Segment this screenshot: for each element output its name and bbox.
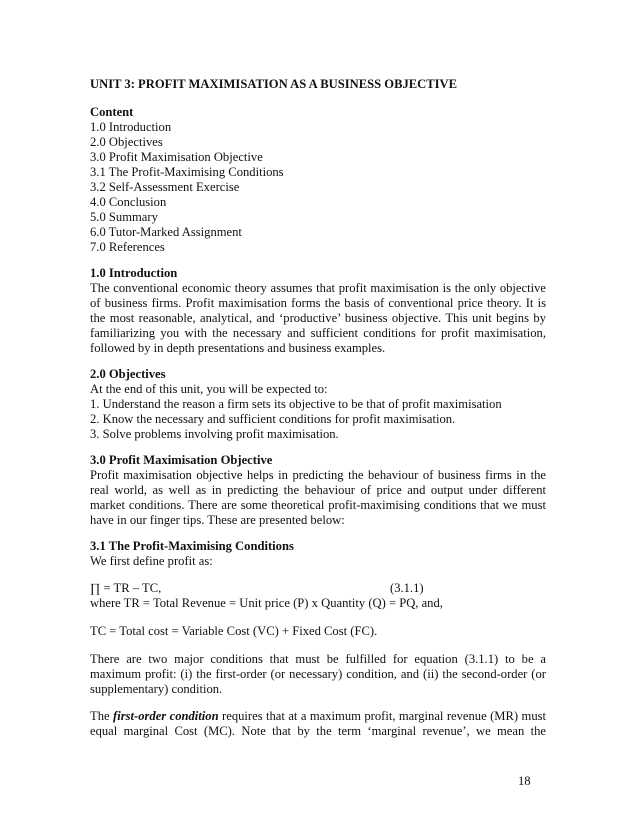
section3-line: Profit maximisation objective helps in predicting the behaviour of business firms in the: [90, 468, 546, 482]
introduction-line: the most reasonable, analytical, and ‘productive’ business objective. This unit begins by: [90, 311, 546, 325]
profit-equation: ∏ = TR – TC,: [90, 581, 162, 595]
marginal-cost-line: equal marginal Cost (MC). Note that by the term ‘marginal revenue’, we mean the: [90, 724, 546, 738]
section31-intro: We first define profit as:: [90, 554, 213, 568]
introduction-line: followed by in depth presentations and business examples.: [90, 341, 386, 355]
objective-item: 1. Understand the reason a firm sets its objective to be that of profit maximisation: [90, 397, 502, 411]
conditions-line: There are two major conditions that must be fulfilled for equation (3.1.1) to be a: [90, 652, 546, 666]
content-item: 4.0 Conclusion: [90, 195, 167, 209]
first-order-term: first-order condition: [113, 709, 219, 723]
introduction-line: of business firms. Profit maximisation forms the basis of conventional price theory. It is: [90, 296, 546, 310]
section3-line: real world, as well as in predicting the behaviour of price and output under different: [90, 483, 546, 497]
content-item: 3.1 The Profit-Maximising Conditions: [90, 165, 284, 179]
content-item: 3.0 Profit Maximisation Objective: [90, 150, 263, 164]
section3-heading: 3.0 Profit Maximisation Objective: [90, 453, 273, 467]
section3-line: market conditions. There are some theoretical profit-maximising conditions that we must: [90, 498, 546, 512]
content-item: 6.0 Tutor-Marked Assignment: [90, 225, 242, 239]
content-heading: Content: [90, 105, 134, 119]
content-item: 5.0 Summary: [90, 210, 158, 224]
profit-equation-row: [90, 581, 546, 596]
objective-item: 3. Solve problems involving profit maximisation.: [90, 427, 339, 441]
page-number: 18: [518, 774, 531, 788]
first-order-prefix: The: [90, 709, 114, 723]
conditions-line: maximum profit: (i) the first-order (or necessary) condition, and (ii) the second-order (or: [90, 667, 546, 681]
equation-number: (3.1.1): [390, 581, 424, 595]
first-order-line: [90, 709, 546, 724]
conditions-line: supplementary) condition.: [90, 682, 223, 696]
content-item: 3.2 Self-Assessment Exercise: [90, 180, 240, 194]
where-line: where TR = Total Revenue = Unit price (P) x Quantity (Q) = PQ, and,: [90, 596, 443, 610]
introduction-line: familiarizing you with the necessary and sufficient conditions for profit maximisation,: [90, 326, 546, 340]
objective-item: 2. Know the necessary and sufficient conditions for profit maximisation.: [90, 412, 456, 426]
first-order-rest: requires that at a maximum profit, marginal revenue (MR) must: [218, 709, 547, 723]
introduction-line: The conventional economic theory assumes that profit maximisation is the only objective: [90, 281, 546, 295]
introduction-heading: 1.0 Introduction: [90, 266, 178, 280]
total-cost-line: TC = Total cost = Variable Cost (VC) + Fixed Cost (FC).: [90, 624, 378, 638]
section31-heading: 3.1 The Profit-Maximising Conditions: [90, 539, 294, 553]
unit-title: UNIT 3: PROFIT MAXIMISATION AS A BUSINESS OBJECTIVE: [90, 77, 458, 91]
content-item: 1.0 Introduction: [90, 120, 172, 134]
content-item: 2.0 Objectives: [90, 135, 163, 149]
section3-line: have in our finger tips. These are presented below:: [90, 513, 345, 527]
content-item: 7.0 References: [90, 240, 165, 254]
objectives-intro: At the end of this unit, you will be expected to:: [90, 382, 328, 396]
objectives-heading: 2.0 Objectives: [90, 367, 166, 381]
